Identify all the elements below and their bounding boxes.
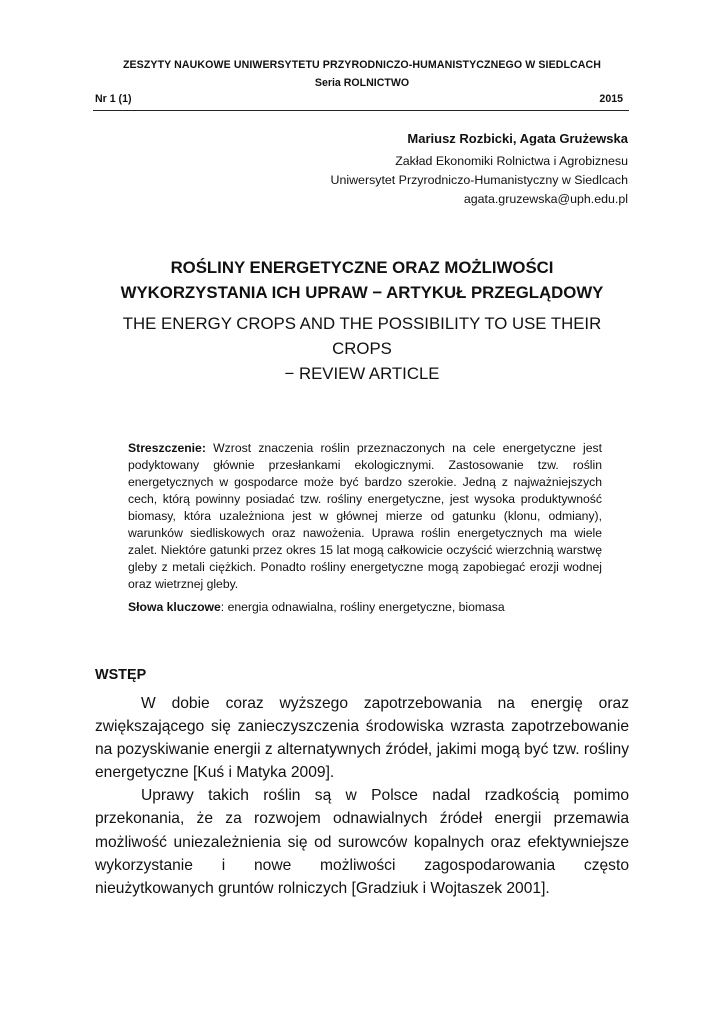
keywords — [128, 599, 602, 616]
title-polish-line-1: ROŚLINY ENERGETYCZNE ORAZ MOŻLIWOŚCI — [170, 258, 554, 277]
title-english-line-2: − REVIEW ARTICLE — [284, 364, 440, 383]
section-heading: WSTĘP — [95, 667, 147, 683]
issue-row — [95, 93, 623, 105]
keywords-text: : energia odnawialna, rośliny energetyczne, biomasa — [220, 600, 505, 614]
author-department: Zakład Ekonomiki Rolnictwa i Agrobiznesu — [395, 154, 628, 168]
keywords-label: Słowa kluczowe — [128, 600, 221, 614]
paragraph: Uprawy takich roślin są w Polsce nadal rzadkością pomimo przekonania, że za rozwojem odnawialnych źródeł energii przemawia możliwość uniezależnienia się od surowców kopalnych oraz efektywniejsze wykorzystanie i nowe możliwości zagospodarowania często nieużytkowanych gruntów rolniczych [Gradziuk i Wojtaszek 2001]. — [95, 787, 629, 897]
title-polish — [95, 255, 629, 305]
title-english — [95, 311, 629, 386]
paragraph: W dobie coraz wyższego zapotrzebowania na energię oraz zwiększającego się zanieczyszczenia środowiska wzrasta zapotrzebowanie na pozyskiwanie energii z alternatywnych źródeł, jakimi mogą być tzw. rośliny energetyczne [Kuś i Matyka 2009]. — [95, 695, 629, 782]
abstract-text: Wzrost znaczenia roślin przeznaczonych na cele energetyczne jest podyktowany głównie przesłankami ekologicznymi. Zastosowanie tzw. roślin energetycznych w gospodarce może być bardzo szerokie. Jedną z najważniejszych cech, którą powinny posiadać tzw. rośliny energetyczne, jest wysoka produktywność biomasy, która uzależniona jest w głównej mierze od gatunku (klonu, odmiany), warunków siedliskowych oraz nawożenia. Uprawa roślin energetycznych ma wiele zalet. Niektóre gatunki przez okres 15 lat mogą całkowicie oczyścić wierzchnią warstwę gleby z metali ciężkich. Ponadto rośliny energetyczne mogą zapobiegać erozji wodnej oraz wietrznej gleby. — [128, 441, 602, 591]
author-email: agata.gruzewska@uph.edu.pl — [463, 192, 628, 206]
issue-number: Nr 1 (1) — [95, 93, 132, 105]
header-divider — [93, 110, 629, 111]
abstract — [128, 440, 602, 593]
author-university: Uniwersytet Przyrodniczo-Humanistyczny w Siedlcach — [330, 173, 628, 187]
body-text — [95, 692, 629, 900]
title-polish-line-2: WYKORZYSTANIA ICH UPRAW − ARTYKUŁ PRZEGLĄDOWY — [120, 283, 604, 302]
journal-series: Seria ROLNICTWO — [314, 77, 410, 89]
journal-name: ZESZYTY NAUKOWE UNIWERSYTETU PRZYRODNICZO-HUMANISTYCZNEGO W SIEDLCACH — [122, 59, 602, 71]
issue-year: 2015 — [599, 93, 623, 105]
abstract-label: Streszczenie: — [128, 441, 206, 455]
author-names: Mariusz Rozbicki, Agata Grużewska — [407, 131, 628, 146]
title-english-line-1: THE ENERGY CROPS AND THE POSSIBILITY TO USE THEIR CROPS — [122, 314, 602, 358]
